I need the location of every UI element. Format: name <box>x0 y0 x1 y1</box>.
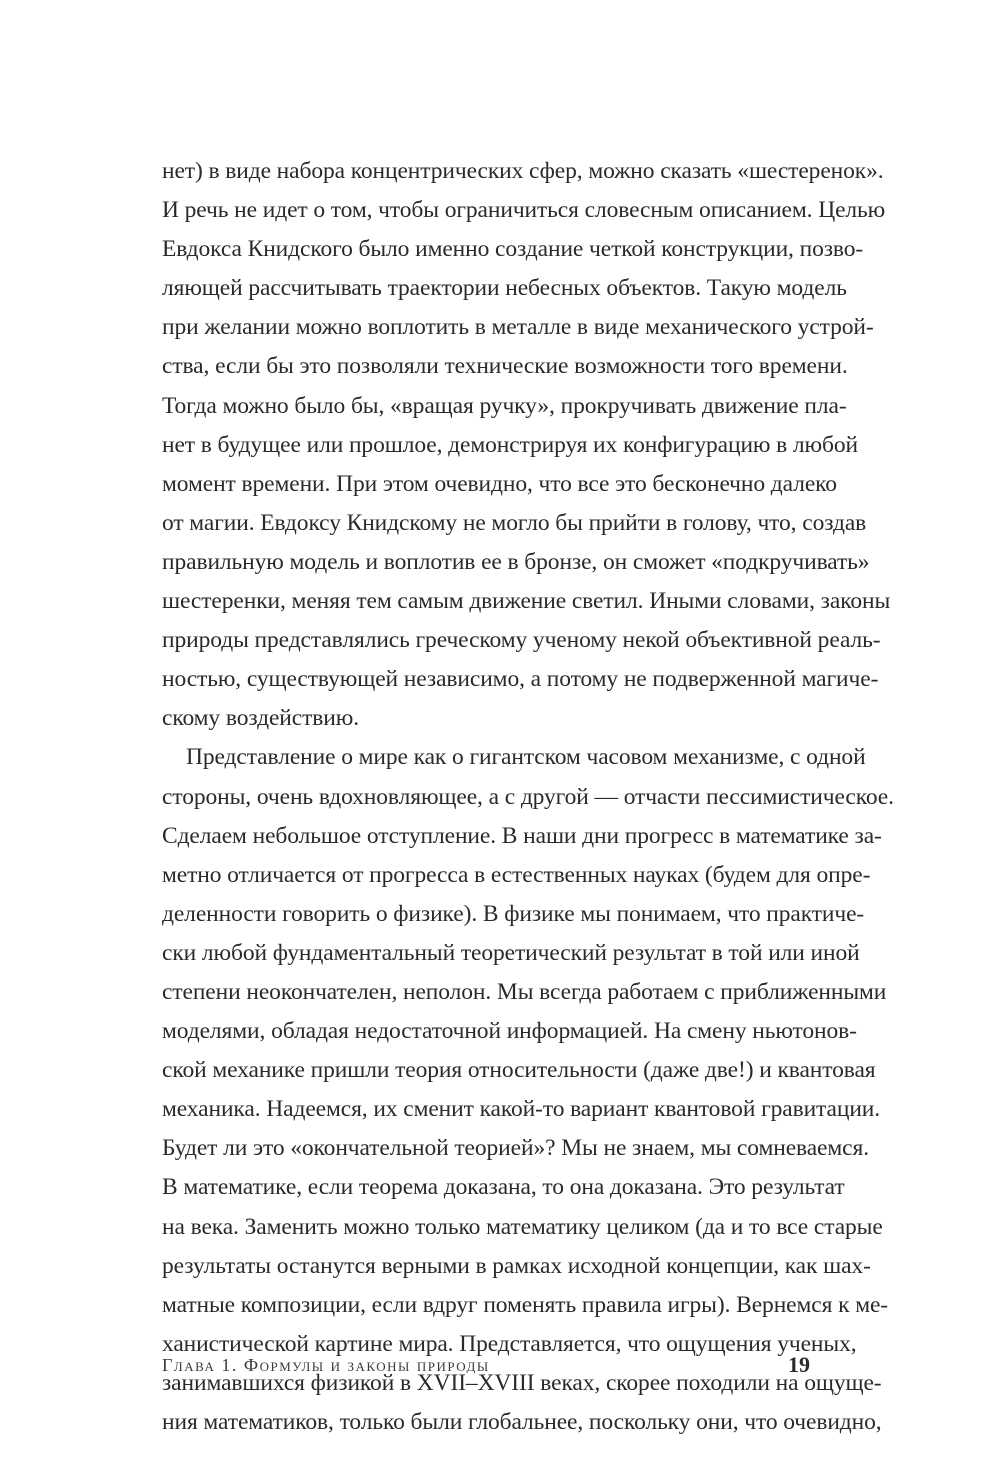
text-line: матные композиции, если вдруг поменять правила игры). Вернемся к ме- <box>162 1291 889 1318</box>
text-line: ляющей рассчитывать траектории небесных объектов. Такую модель <box>162 275 847 302</box>
text-line: нет) в виде набора концентрических сфер, можно сказать «шестеренок». <box>162 158 884 184</box>
text-line: метно отличается от прогресса в естественных науках (будем для опре- <box>162 861 871 888</box>
text-line: занимавшихся физикой в XVII–XVIII веках, скорее походили на ощуще- <box>162 1369 882 1396</box>
text-line: результаты останутся верными в рамках исходной концепции, как шах- <box>162 1252 871 1279</box>
text-line: ния математиков, только были глобальнее, поскольку они, что очевидно, <box>162 1409 882 1435</box>
text-line: В математике, если теорема доказана, то она доказана. Это результат <box>162 1174 845 1201</box>
text-line: деленности говорить о физике). В физике мы понимаем, что практиче- <box>162 900 865 927</box>
text-line: шестеренки, меняя тем самым движение светил. Иными словами, законы <box>162 588 891 615</box>
text-line: на века. Заменить можно только математику целиком (да и то все старые <box>162 1213 883 1240</box>
text-line: от магии. Евдоксу Книдскому не могло бы прийти в голову, что, создав <box>162 509 867 536</box>
page-footer <box>162 1350 810 1380</box>
text-line: Будет ли это «окончательной теорией»? Мы не знаем, мы сомневаемся. <box>162 1135 869 1162</box>
text-line: Тогда можно было бы, «вращая ручку», прокручивать движение пла- <box>162 392 847 419</box>
text-line: нет в будущее или прошлое, демонстрируя их конфигурацию в любой <box>162 431 858 458</box>
text-line: моделями, обладая недостаточной информацией. На смену ньютонов- <box>162 1018 857 1045</box>
text-line: стороны, очень вдохновляющее, а с другой — отчасти пессимистическое. <box>162 783 894 810</box>
text-line: Евдокса Книдского было именно создание четкой конструкции, позво- <box>162 236 864 263</box>
text-line: механика. Надеемся, их сменит какой-то вариант квантовой гравитации. <box>162 1096 881 1123</box>
text-line: ностью, существующей независимо, а потому не подверженной магиче- <box>162 666 879 693</box>
paragraph <box>162 152 891 738</box>
text-line: ски любой фундаментальный теоретический результат в той или иной <box>162 939 860 966</box>
text-line: при желании можно воплотить в металле в виде механического устрой- <box>162 314 874 341</box>
text-line: Сделаем небольшое отступление. В наши дни прогресс в математике за- <box>162 822 882 849</box>
text-line: Представление о мире как о гигантском часовом механизме, с одной <box>186 744 866 771</box>
text-line: момент времени. При этом очевидно, что все это бесконечно далеко <box>162 470 837 497</box>
text-line: правильную модель и воплотив ее в бронзе, он сможет «подкручивать» <box>162 548 870 575</box>
text-line: природы представлялись греческому ученому некой объективной реаль- <box>162 627 881 654</box>
text-line: скому воздействию. <box>162 705 359 732</box>
page-number: 19 <box>788 1352 810 1377</box>
paragraph <box>162 738 894 1442</box>
running-head: Глава 1. Формулы и законы природы <box>162 1355 490 1375</box>
body-text <box>162 152 894 1442</box>
text-line: И речь не идет о том, чтобы ограничиться словесным описанием. Целью <box>162 197 886 224</box>
text-line: ства, если бы это позволяли технические возможности того времени. <box>162 353 848 380</box>
text-line: степени неокончателен, неполон. Мы всегда работаем с приближенными <box>162 978 887 1005</box>
text-line: ской механике пришли теория относительности (даже две!) и квантовая <box>162 1057 876 1084</box>
text-line: ханистической картине мира. Представляется, что ощущения ученых, <box>162 1330 857 1357</box>
